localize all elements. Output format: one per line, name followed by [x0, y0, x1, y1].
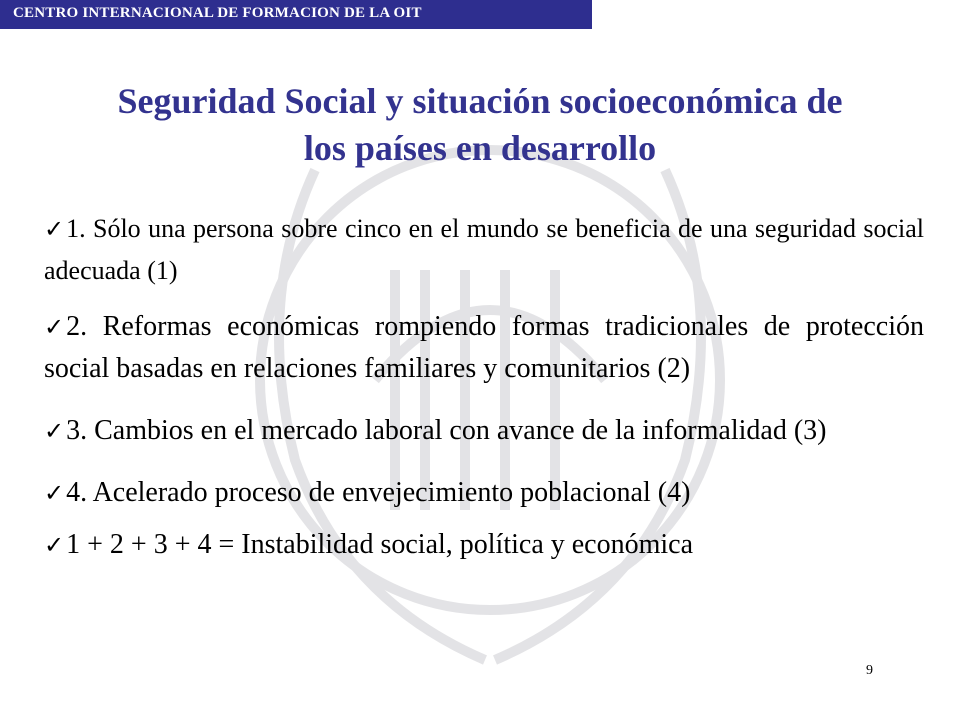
title-line-2: los países en desarrollo — [303, 128, 657, 168]
header-bar — [0, 0, 592, 29]
bullet-item-3 — [44, 410, 924, 452]
checkmark-icon: ✓ — [44, 313, 65, 341]
bullet-text-1: 1. Sólo una persona sobre cinco en el mundo se beneficia de una seguridad social adecuada (1) — [44, 214, 924, 285]
bullet-text-2: 2. Reformas económicas rompiendo formas tradicionales de protección social basadas en relaciones familiares y comunitarios (2) — [44, 311, 924, 384]
bullet-item-4 — [44, 472, 924, 514]
checkmark-icon: ✓ — [44, 417, 65, 445]
bullet-text-3: 3. Cambios en el mercado laboral con avance de la informalidad (3) — [66, 415, 827, 446]
checkmark-icon: ✓ — [44, 479, 65, 507]
bullet-item-2 — [44, 306, 924, 390]
bullet-item-1 — [44, 208, 924, 292]
page-number: 9 — [866, 663, 873, 678]
institution-name: CENTRO INTERNACIONAL DE FORMACION DE LA OIT — [13, 5, 422, 21]
title-line-1: Seguridad Social y situación socioeconómica de — [117, 81, 843, 121]
slide-title — [0, 78, 960, 172]
checkmark-icon: ✓ — [44, 531, 65, 559]
bullet-text-4: 4. Acelerado proceso de envejecimiento poblacional (4) — [66, 477, 691, 508]
bullet-item-5 — [44, 524, 924, 566]
bullet-text-5: 1 + 2 + 3 + 4 = Instabilidad social, política y económica — [66, 529, 694, 560]
checkmark-icon: ✓ — [44, 215, 65, 243]
bullet-list — [44, 208, 924, 566]
